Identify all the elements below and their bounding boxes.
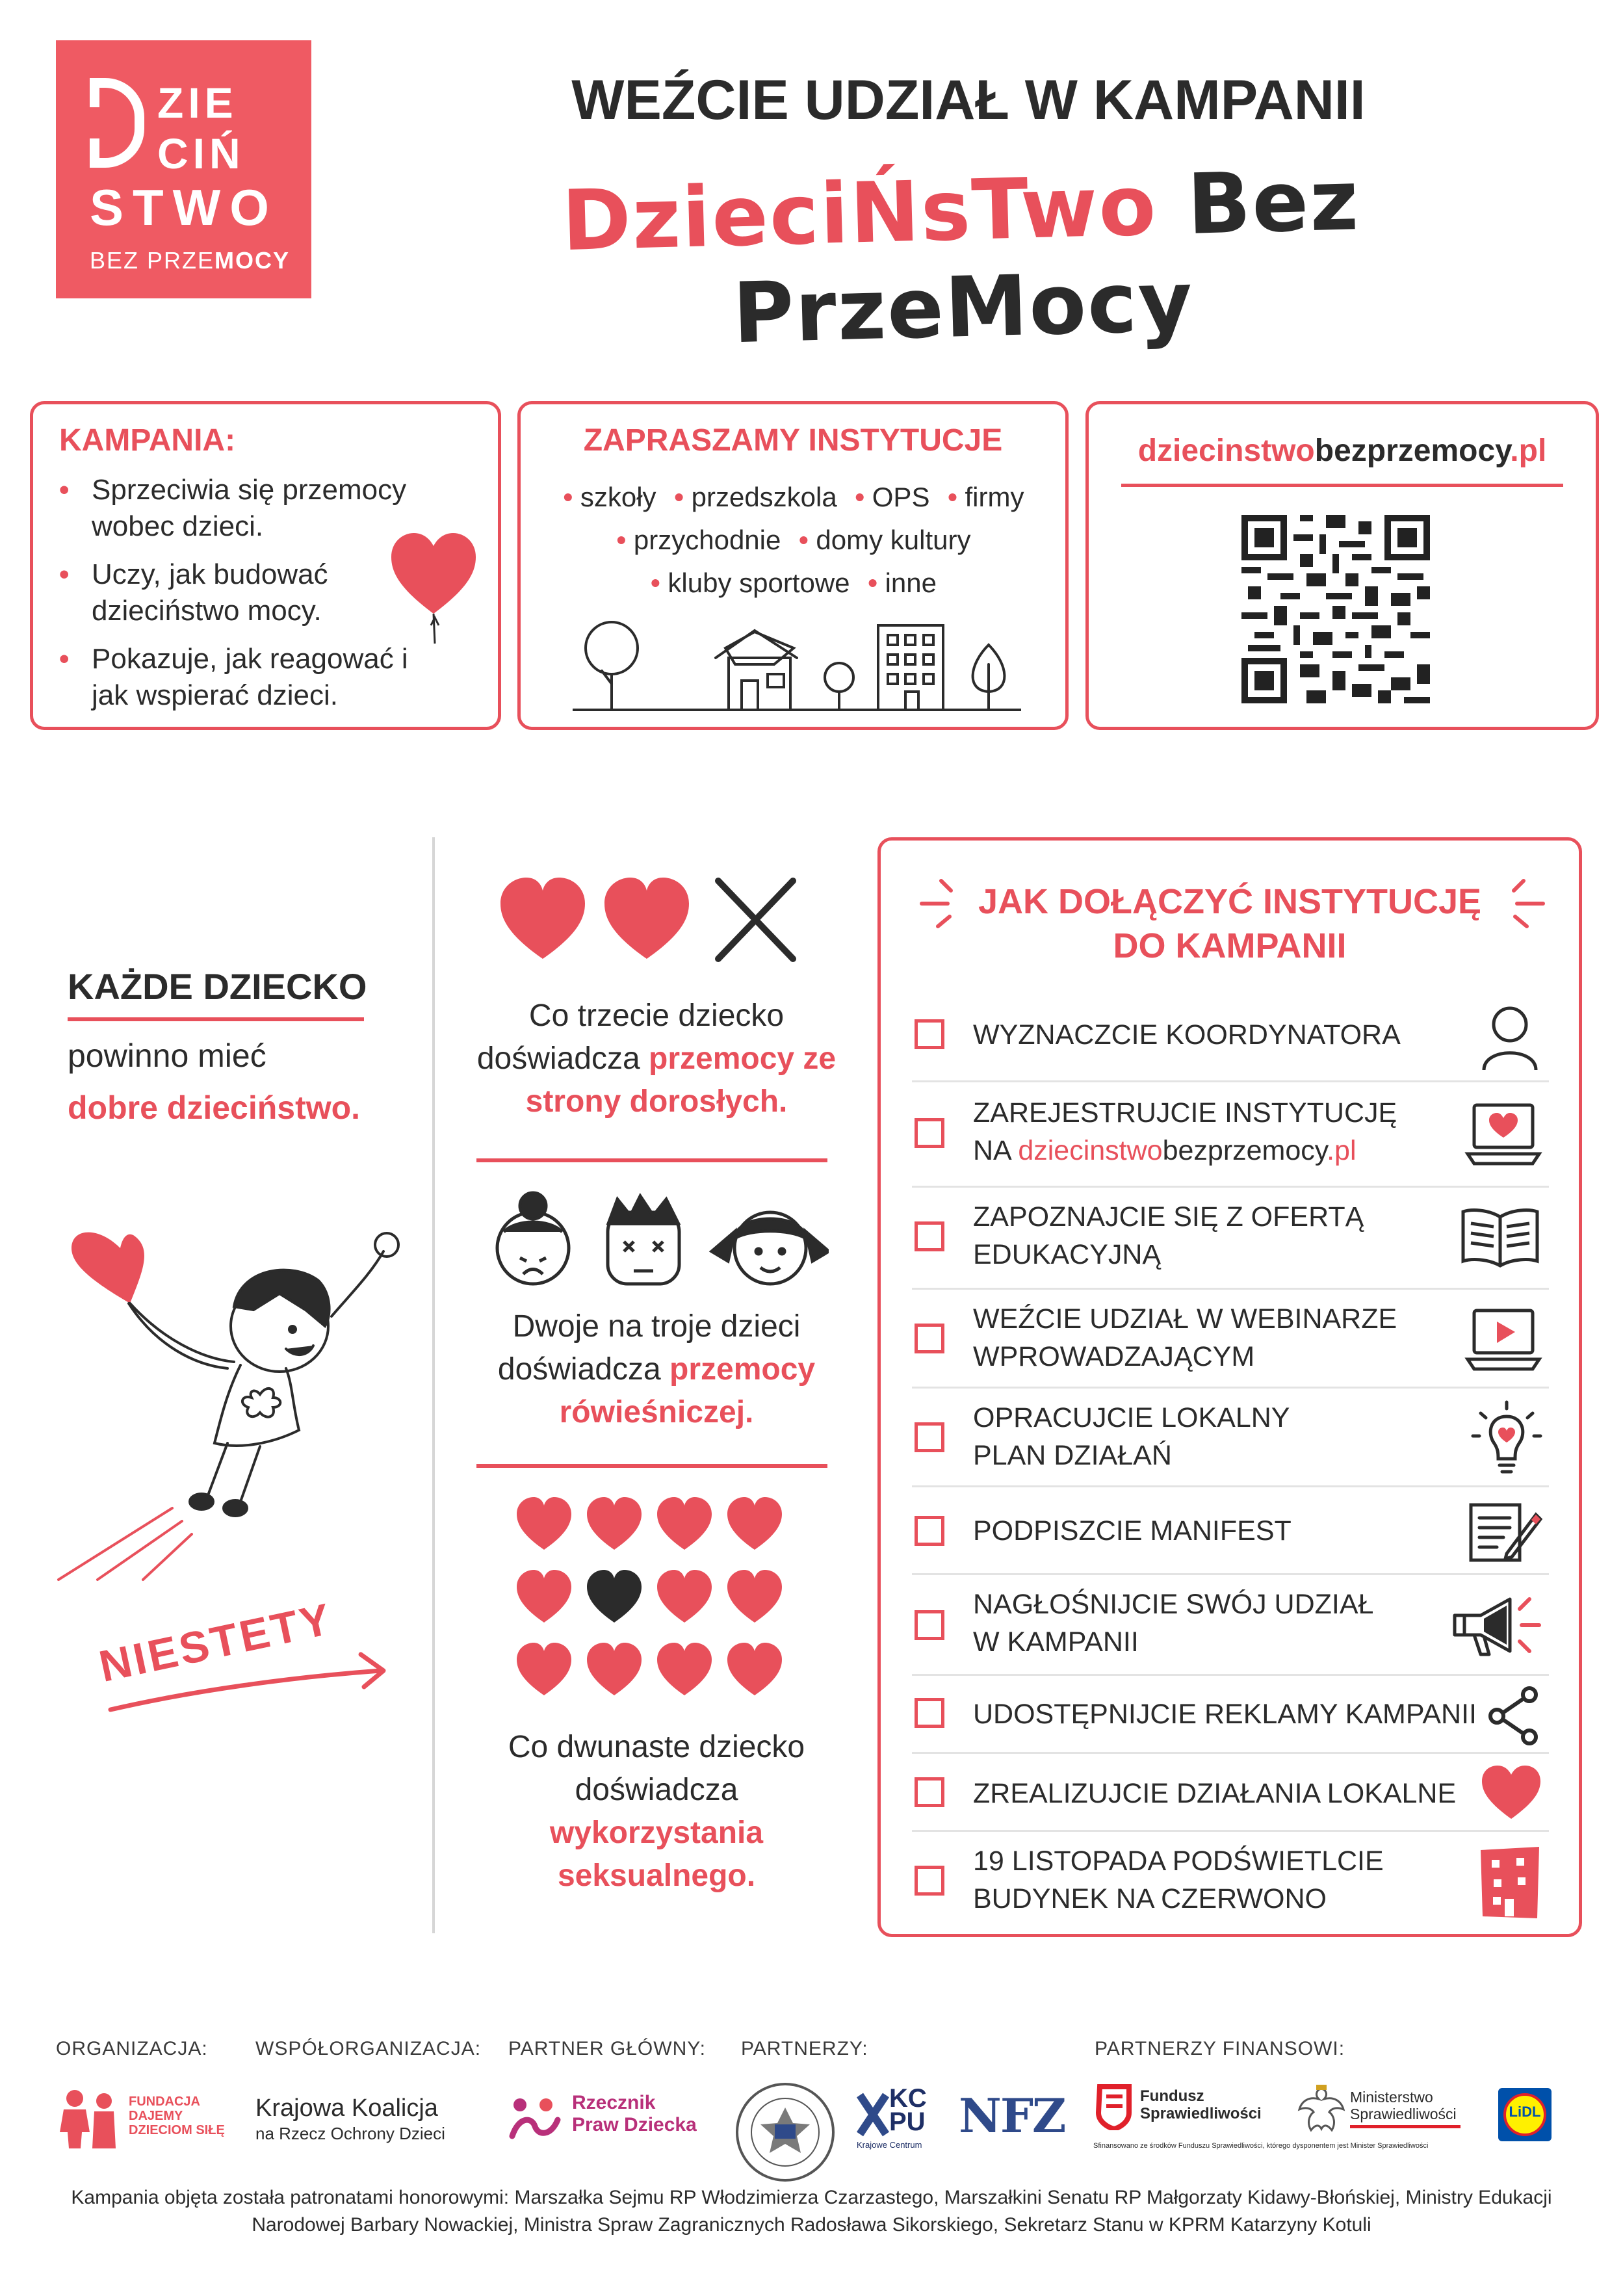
step-item: [912, 1389, 1549, 1487]
step-label: ZAREJESTRUJCIE INSTYTUCJĘ NA dziecinstwobezprzemocy.pl: [973, 1097, 1397, 1166]
step-item: [912, 984, 1549, 1082]
every-child-text: powinno mieć: [68, 1037, 266, 1074]
institution-item: • przedszkola: [674, 482, 837, 512]
heading-underline: [68, 1017, 364, 1021]
honorary-patronage-text: Kampania objęta została patronatami honorowymi: Marszałka Sejmu RP Włodzimierza Czarzastego, Marszałkini Senatu RP Małgorzaty Kidawy-Błońskiej, Ministry Edukacji Narodowej Barbary Nowackiej, Ministra Spraw Zagranicznych Radosława Sikorskiego, Sekretarz Stanu w KPRM Katarzyny Kotuli: [71, 2187, 1552, 2236]
rpd-logo-text: Rzecznik Praw Dziecka: [572, 2092, 697, 2135]
town-illustration-icon: [573, 619, 1021, 716]
footer-label-financial-partners: PARTNERZY FINANSOWI:: [1095, 2038, 1345, 2059]
step-item: [912, 1487, 1549, 1575]
step-label: PODPISZCIE MANIFEST: [973, 1515, 1292, 1546]
column-divider: [432, 837, 435, 1933]
institution-item: • przychodnie: [617, 525, 781, 555]
kcpu-logo-text: KCPU: [889, 2084, 927, 2136]
lidl-logo-text: LiDL: [1509, 2104, 1541, 2120]
step-label: NAGŁOŚNIJCIE SWÓJ UDZIAŁ W KAMPANII: [973, 1589, 1374, 1658]
step-checkbox[interactable]: [915, 1221, 944, 1251]
stat-peer-violence: Dwoje na troje dzieci doświadcza przemocy rówieśniczej.: [497, 1309, 816, 1429]
fs-financing-note: Sfinansowano ze środków Funduszu Sprawiedliwości, którego dysponentem jest Minister Sprawiedliwości: [1093, 2142, 1429, 2150]
step-label: 19 LISTOPADA PODŚWIETLCIE BUDYNEK NA CZERWONO: [973, 1846, 1384, 1914]
ms-red-bar: [1350, 2125, 1461, 2128]
document-pen-icon: [1468, 1502, 1542, 1563]
kk-logo-line-1: Krajowa Koalicja: [255, 2094, 438, 2122]
heart-balloon-icon: [388, 528, 479, 645]
fdds-logo-text: FUNDACJA DAJEMY DZIECIOM SIŁĘ: [129, 2094, 225, 2137]
campaign-box: [30, 401, 501, 730]
ministerstwo-sprawiedliwosci-logo: [1297, 2083, 1466, 2142]
website-box: [1085, 401, 1599, 730]
rpd-symbol-icon: [506, 2091, 564, 2143]
stat-divider: [476, 1158, 827, 1162]
heart-icon: [1481, 1764, 1542, 1822]
institutions-box-title: ZAPRASZAMY INSTYTUCJE: [583, 423, 1003, 458]
kcpu-logo: [857, 2084, 941, 2158]
step-checkbox[interactable]: [915, 1324, 944, 1353]
institution-item: • kluby sportowe: [651, 567, 850, 598]
campaign-point: • Pokazuje, jak reagować i jak wspierać dzieci.: [59, 641, 423, 714]
step-label: ZREALIZUJCIE DZIAŁANIA LOKALNE: [973, 1778, 1457, 1809]
step-checkbox[interactable]: [915, 1118, 944, 1148]
step-checkbox[interactable]: [915, 1516, 944, 1546]
headline-campaign-name: DzieciŃsTwo Bez PrzeMocy: [560, 151, 1361, 363]
nfz-logo: NFZ: [959, 2088, 1065, 2143]
logo-d-letter: [90, 78, 144, 168]
fdds-children-icon: [58, 2087, 123, 2152]
footer-label-coorganization: WSPÓŁORGANIZACJA:: [255, 2038, 482, 2059]
step-item: [912, 1082, 1549, 1188]
step-item: [912, 1832, 1549, 1929]
police-badge-icon: [733, 2080, 837, 2184]
polish-eagle-icon: [1297, 2083, 1346, 2139]
step-label: OPRACUJCIE LOKALNY PLAN DZIAŁAŃ: [973, 1402, 1290, 1471]
logo-line-2: CIŃ: [157, 129, 245, 177]
lidl-logo: [1498, 2088, 1552, 2141]
laptop-heart-icon: [1464, 1099, 1542, 1170]
two-hearts-one-cross-icon: [500, 874, 806, 965]
qr-code-icon[interactable]: [1241, 515, 1430, 703]
step-label: ZAPOZNAJCIE SIĘ Z OFERTĄ EDUKACYJNĄ: [973, 1201, 1364, 1270]
step-checkbox[interactable]: [915, 1422, 944, 1452]
ms-logo-text: Ministerstwo Sprawiedliwości: [1350, 2089, 1457, 2122]
step-checkbox[interactable]: [915, 1866, 944, 1896]
institution-item: • szkoły: [563, 482, 656, 512]
institution-item: • OPS: [855, 482, 929, 512]
step-item: [912, 1575, 1549, 1676]
step-item: [912, 1676, 1549, 1754]
campaign-box-title: KAMPANIA:: [59, 423, 236, 458]
footer-label-main-partner: PARTNER GŁÓWNY:: [508, 2038, 706, 2059]
footer-label-organization: ORGANIZACJA:: [56, 2038, 208, 2059]
megaphone-icon: [1451, 1589, 1542, 1661]
institution-item: • firmy: [948, 482, 1024, 512]
institution-item: • domy kultury: [799, 525, 970, 555]
kcpu-symbol-icon: [857, 2092, 889, 2137]
every-child-heading: KAŻDE DZIECKO: [68, 966, 367, 1007]
unfortunately-label: NIESTETY: [95, 1593, 337, 1692]
lightbulb-icon: [1471, 1400, 1542, 1481]
kcpu-logo-subtext: Krajowe Centrum: [857, 2140, 922, 2150]
campaign-point: • Uczy, jak budować dzieciństwo mocy.: [59, 556, 423, 629]
three-children-faces-icon: [478, 1186, 829, 1290]
step-item: [912, 1290, 1549, 1389]
step-label: WEŹCIE UDZIAŁ W WEBINARZE WPROWADZAJĄCYM: [973, 1303, 1397, 1372]
step-item: [912, 1754, 1549, 1832]
fdds-logo: [58, 2087, 227, 2152]
flying-girl-illustration-icon: [45, 1196, 422, 1586]
logo-line-3: STWO: [90, 179, 278, 236]
stat-divider: [476, 1464, 827, 1468]
campaign-logo: [56, 40, 311, 298]
step-item: [912, 1188, 1549, 1290]
krajowa-koalicja-logo: [255, 2094, 450, 2144]
fs-symbol-icon: [1093, 2083, 1135, 2130]
website-url-link[interactable]: dziecinstwobezprzemocy.pl: [1137, 434, 1547, 468]
how-to-join-box: [877, 837, 1582, 1937]
kk-logo-line-2: na Rzecz Ochrony Dzieci: [255, 2124, 445, 2143]
stat-sexual-abuse: Co dwunaste dziecko doświadcza wykorzystania seksualnego.: [508, 1730, 805, 1893]
person-icon: [1477, 1002, 1542, 1073]
share-icon: [1484, 1685, 1542, 1747]
rpd-logo: [506, 2087, 701, 2145]
logo-line-4: BEZ PRZEMOCY: [90, 247, 291, 274]
footer-label-partners: PARTNERZY:: [741, 2038, 868, 2059]
how-to-join-title: JAK DOŁĄCZYĆ INSTYTUCJĘ DO KAMPANII: [978, 882, 1482, 965]
book-icon: [1458, 1204, 1542, 1269]
step-checkbox[interactable]: [915, 1610, 944, 1640]
campaign-point: • Sprzeciwia się przemocy wobec dzieci.: [59, 472, 423, 545]
laptop-play-icon: [1464, 1304, 1542, 1376]
institutions-box: [517, 401, 1069, 730]
institutions-list: [540, 476, 1047, 605]
fs-logo-text: Fundusz Sprawiedliwości: [1140, 2087, 1262, 2122]
good-childhood-text: dobre dzieciństwo.: [68, 1089, 361, 1126]
logo-line-1: ZIE: [157, 79, 238, 127]
institution-item: • inne: [868, 567, 937, 598]
url-underline: [1121, 484, 1563, 487]
step-checkbox[interactable]: [915, 1777, 944, 1807]
step-checkbox[interactable]: [915, 1698, 944, 1728]
step-label: WYZNACZCIE KOORDYNATORA: [973, 1019, 1401, 1050]
arrow-right-icon: [97, 1599, 396, 1729]
red-building-icon: [1477, 1844, 1542, 1922]
step-label: UDOSTĘPNIJCIE REKLAMY KAMPANII: [973, 1699, 1477, 1730]
campaign-points: [59, 472, 423, 725]
step-checkbox[interactable]: [915, 1019, 944, 1049]
headline-invite: WEŹCIE UDZIAŁ W KAMPANII: [571, 69, 1366, 131]
stat-adult-violence: Co trzecie dziecko doświadcza przemocy ze strony dorosłych.: [476, 998, 837, 1119]
twelve-hearts-one-black-icon: [517, 1495, 790, 1710]
